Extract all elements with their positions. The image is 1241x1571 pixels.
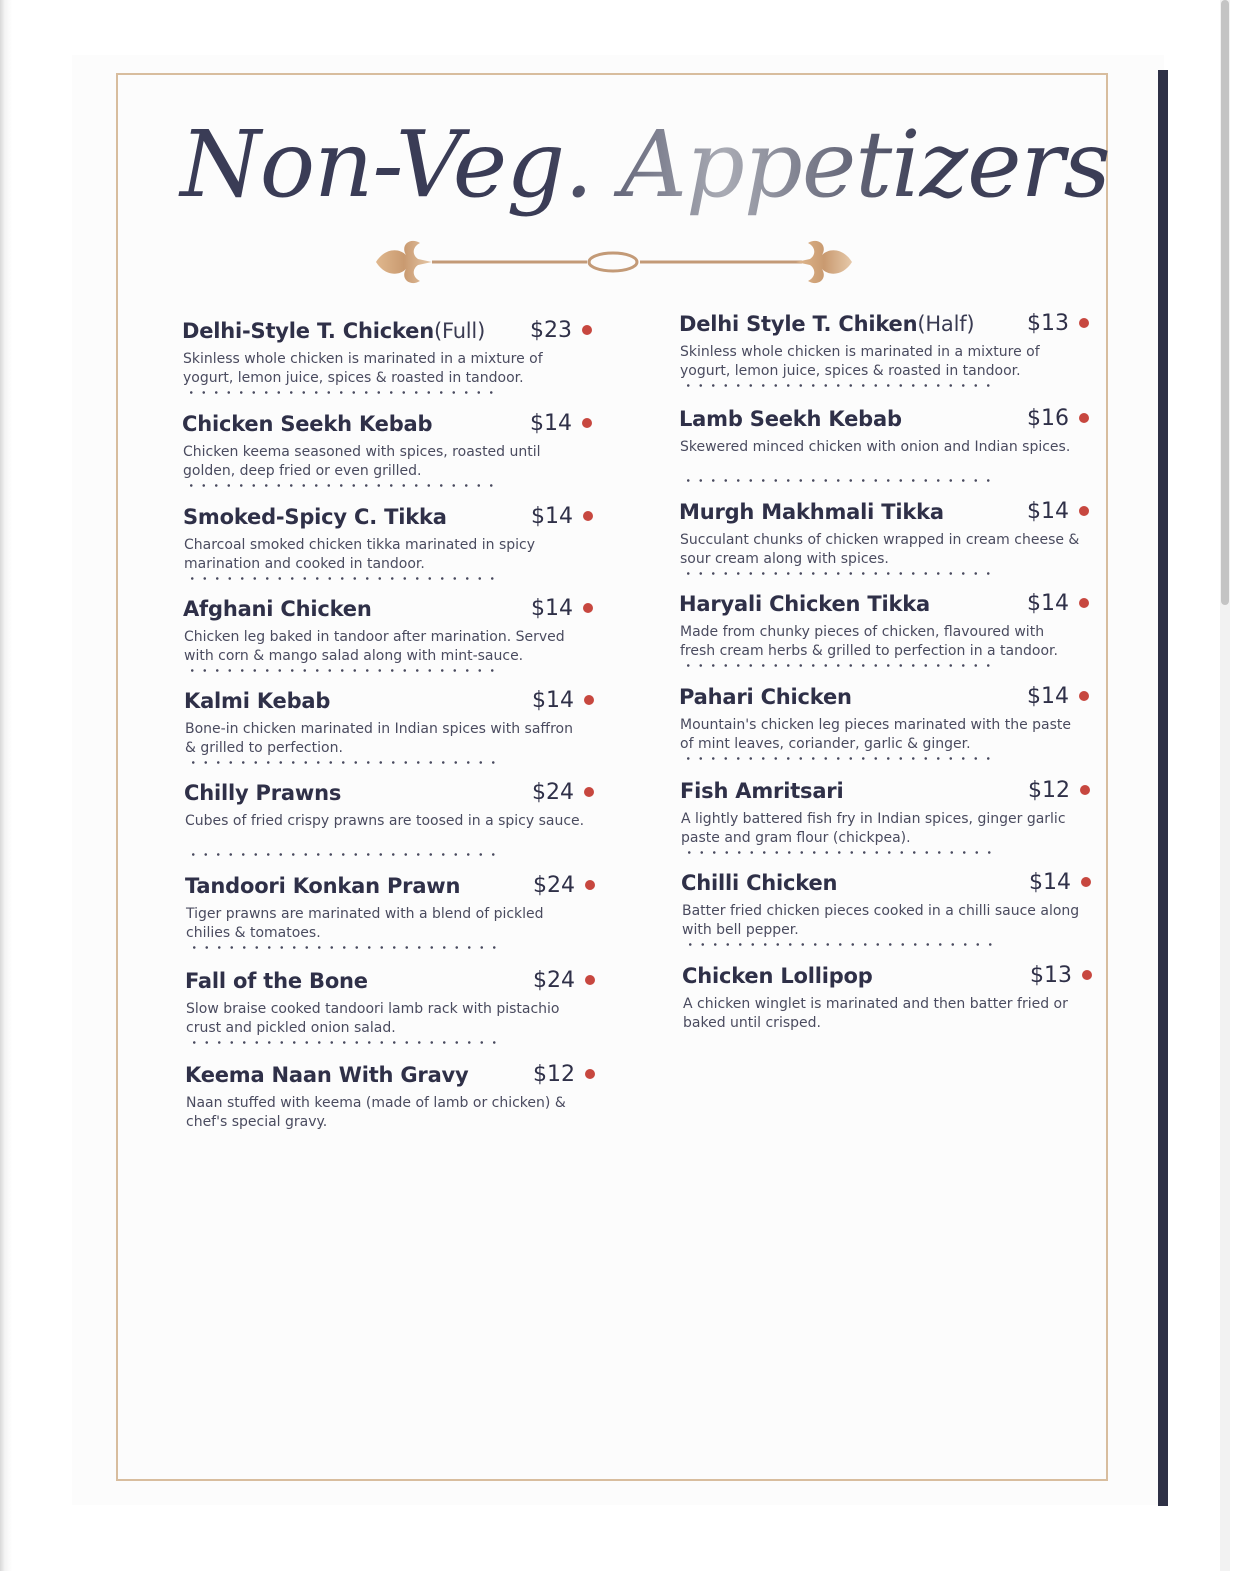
item-header [681, 868, 1091, 898]
menu-item [679, 309, 1089, 394]
price-dot-icon [585, 1069, 595, 1079]
price-dot-icon [1079, 318, 1089, 328]
item-description: A chicken winglet is marinated and then batter fried or baked until crisped. [683, 996, 1068, 1031]
item-description: Made from chunky pieces of chicken, flavoured with fresh cream herbs & grilled to perfection in a tandoor. [680, 624, 1058, 659]
price-dot-icon [585, 975, 595, 985]
item-price-text: $14 [1027, 684, 1069, 709]
item-price-text: $24 [532, 780, 574, 805]
item-header [184, 778, 594, 808]
menu-item [184, 778, 594, 863]
item-price [1027, 497, 1089, 527]
item-name-text: Afghani Chicken [183, 597, 372, 621]
item-header [182, 409, 592, 439]
item-price-text: $14 [530, 411, 572, 436]
item-price [533, 1060, 595, 1090]
dotted-divider [682, 384, 996, 387]
item-price [533, 871, 595, 901]
item-price-text: $14 [531, 504, 573, 529]
item-name-text: Chicken Lollipop [682, 964, 873, 988]
item-price-text: $23 [530, 318, 572, 343]
item-price-text: $24 [533, 968, 575, 993]
dotted-divider [682, 757, 996, 760]
item-description: Skewered minced chicken with onion and Indian spices. [680, 439, 1071, 455]
scrollbar-thumb[interactable] [1221, 0, 1229, 605]
item-name-text: Delhi-Style T. Chicken [182, 319, 434, 343]
menu-item [679, 497, 1089, 582]
item-header [682, 961, 1092, 991]
dotted-divider [188, 946, 502, 949]
item-description: Skinless whole chicken is marinated in a mixture of yogurt, lemon juice, spices & roasted in tandoor. [680, 344, 1040, 379]
item-name-text: Chilli Chicken [681, 871, 838, 895]
price-dot-icon [582, 418, 592, 428]
menu-item [183, 502, 593, 587]
price-dot-icon [584, 695, 594, 705]
price-dot-icon [1082, 970, 1092, 980]
viewer-edge [0, 0, 12, 1571]
item-price [1029, 868, 1091, 898]
item-price [1027, 682, 1089, 712]
item-name [679, 404, 902, 434]
item-header [185, 871, 595, 901]
price-dot-icon [1079, 506, 1089, 516]
item-price-text: $13 [1030, 963, 1072, 988]
item-name [679, 309, 974, 339]
dotted-divider [185, 391, 499, 394]
item-description: A lightly battered fish fry in Indian spices, ginger garlic paste and gram flour (chickpea). [681, 811, 1066, 846]
menu-item [185, 966, 595, 1051]
item-description: Skinless whole chicken is marinated in a mixture of yogurt, lemon juice, spices & roasted in tandoor. [183, 351, 543, 386]
item-name [679, 497, 944, 527]
item-price-text: $12 [533, 1062, 575, 1087]
item-name-text: Fish Amritsari [680, 779, 844, 803]
dotted-divider [185, 484, 499, 487]
item-price-text: $16 [1027, 406, 1069, 431]
price-dot-icon [584, 787, 594, 797]
page-title: Non-Veg. Appetizers [150, 100, 1140, 230]
item-description: Naan stuffed with keema (made of lamb or chicken) & chef's special gravy. [186, 1095, 566, 1130]
item-name-text: Kalmi Kebab [184, 689, 331, 713]
item-name [682, 961, 873, 991]
menu-item [182, 316, 592, 401]
menu-item [679, 404, 1089, 489]
item-description: Chicken leg baked in tandoor after marination. Served with corn & mango salad along with mint-sauce. [184, 629, 565, 664]
item-description: Slow braise cooked tandoori lamb rack with pistachio crust and pickled onion salad. [186, 1001, 560, 1036]
item-price [530, 409, 592, 439]
page-shadow [1158, 70, 1168, 1506]
menu-item [182, 409, 592, 494]
item-description: Charcoal smoked chicken tikka marinated in spicy marination and cooked in tandoor. [184, 537, 536, 572]
dotted-divider [187, 761, 501, 764]
item-name [681, 868, 837, 898]
menu-item [682, 961, 1092, 1046]
item-name-text: Chilly Prawns [184, 781, 342, 805]
item-header [679, 497, 1089, 527]
item-portion: (Full) [433, 319, 486, 343]
price-dot-icon [583, 603, 593, 613]
item-header [183, 502, 593, 532]
item-header [679, 309, 1089, 339]
item-name-text: Tandoori Konkan Prawn [185, 874, 461, 898]
item-price [532, 686, 594, 716]
item-price [531, 502, 593, 532]
item-name [680, 776, 843, 806]
price-dot-icon [1079, 691, 1089, 701]
item-header [680, 776, 1090, 806]
item-name-text: Smoked-Spicy C. Tikka [183, 505, 447, 529]
item-description: Batter fried chicken pieces cooked in a chilli sauce along with bell pepper. [682, 903, 1080, 938]
item-name-text: Pahari Chicken [679, 685, 852, 709]
dotted-divider [187, 853, 501, 856]
item-price [530, 316, 592, 346]
item-description: Cubes of fried crispy prawns are toosed in a spicy sauce. [185, 813, 585, 829]
item-name [183, 502, 447, 532]
item-header [679, 404, 1089, 434]
flourish-ornament-icon [372, 235, 856, 285]
dotted-divider [682, 479, 996, 482]
item-price-text: $14 [1027, 591, 1069, 616]
item-name-text: Murgh Makhmali Tikka [679, 500, 944, 524]
menu-item [679, 682, 1089, 767]
dotted-divider [188, 1041, 502, 1044]
dotted-divider [683, 851, 997, 854]
item-description: Succulant chunks of chicken wrapped in cream cheese & sour cream along with spices. [680, 532, 1080, 567]
item-description: Chicken keema seasoned with spices, roasted until golden, deep fried or even grilled. [183, 444, 541, 479]
item-name [182, 409, 432, 439]
dotted-divider [682, 572, 996, 575]
price-dot-icon [1079, 598, 1089, 608]
item-description: Mountain's chicken leg pieces marinated with the paste of mint leaves, coriander, garlic & ginger. [680, 717, 1071, 752]
price-dot-icon [583, 511, 593, 521]
price-dot-icon [1079, 413, 1089, 423]
dotted-divider [186, 577, 500, 580]
item-name [185, 871, 460, 901]
item-price-text: $14 [1027, 499, 1069, 524]
item-header [183, 594, 593, 624]
menu-item [681, 868, 1091, 953]
item-header [679, 589, 1089, 619]
dotted-divider [682, 664, 996, 667]
item-price [531, 594, 593, 624]
item-price-text: $14 [531, 596, 573, 621]
item-name [184, 778, 341, 808]
item-name [679, 682, 852, 712]
item-name [183, 594, 372, 624]
item-price [1027, 589, 1089, 619]
item-price [1030, 961, 1092, 991]
item-name-text: Fall of the Bone [185, 969, 368, 993]
item-name-text: Haryali Chicken Tikka [679, 592, 931, 616]
price-dot-icon [1080, 785, 1090, 795]
item-price-text: $14 [532, 688, 574, 713]
item-name [185, 966, 368, 996]
item-price [1027, 309, 1089, 339]
item-name [182, 316, 485, 346]
item-header [679, 682, 1089, 712]
item-name-text: Delhi Style T. Chiken [679, 312, 918, 336]
item-name [185, 1060, 469, 1090]
menu-item [680, 776, 1090, 861]
dotted-divider [186, 669, 500, 672]
menu-item [184, 686, 594, 771]
dotted-divider [684, 943, 998, 946]
item-header [185, 966, 595, 996]
item-name-text: Lamb Seekh Kebab [679, 407, 902, 431]
item-header [182, 316, 592, 346]
menu-item [183, 594, 593, 679]
item-price [1028, 776, 1090, 806]
menu-item [185, 871, 595, 956]
item-name [679, 589, 930, 619]
item-price [532, 778, 594, 808]
menu-item [185, 1060, 595, 1145]
item-description: Tiger prawns are marinated with a blend of pickled chilies & tomatoes. [186, 906, 544, 941]
item-name-text: Chicken Seekh Kebab [182, 412, 433, 436]
item-name [184, 686, 330, 716]
item-header [184, 686, 594, 716]
item-price-text: $13 [1027, 311, 1069, 336]
item-price [533, 966, 595, 996]
item-portion: (Half) [917, 312, 975, 336]
item-header [185, 1060, 595, 1090]
item-price-text: $24 [533, 873, 575, 898]
item-description: Bone-in chicken marinated in Indian spices with saffron & grilled to perfection. [185, 721, 573, 756]
item-price-text: $14 [1029, 870, 1071, 895]
price-dot-icon [585, 880, 595, 890]
item-price-text: $12 [1028, 778, 1070, 803]
menu-item [679, 589, 1089, 674]
price-dot-icon [582, 325, 592, 335]
price-dot-icon [1081, 877, 1091, 887]
item-name-text: Keema Naan With Gravy [185, 1063, 469, 1087]
item-price [1027, 404, 1089, 434]
